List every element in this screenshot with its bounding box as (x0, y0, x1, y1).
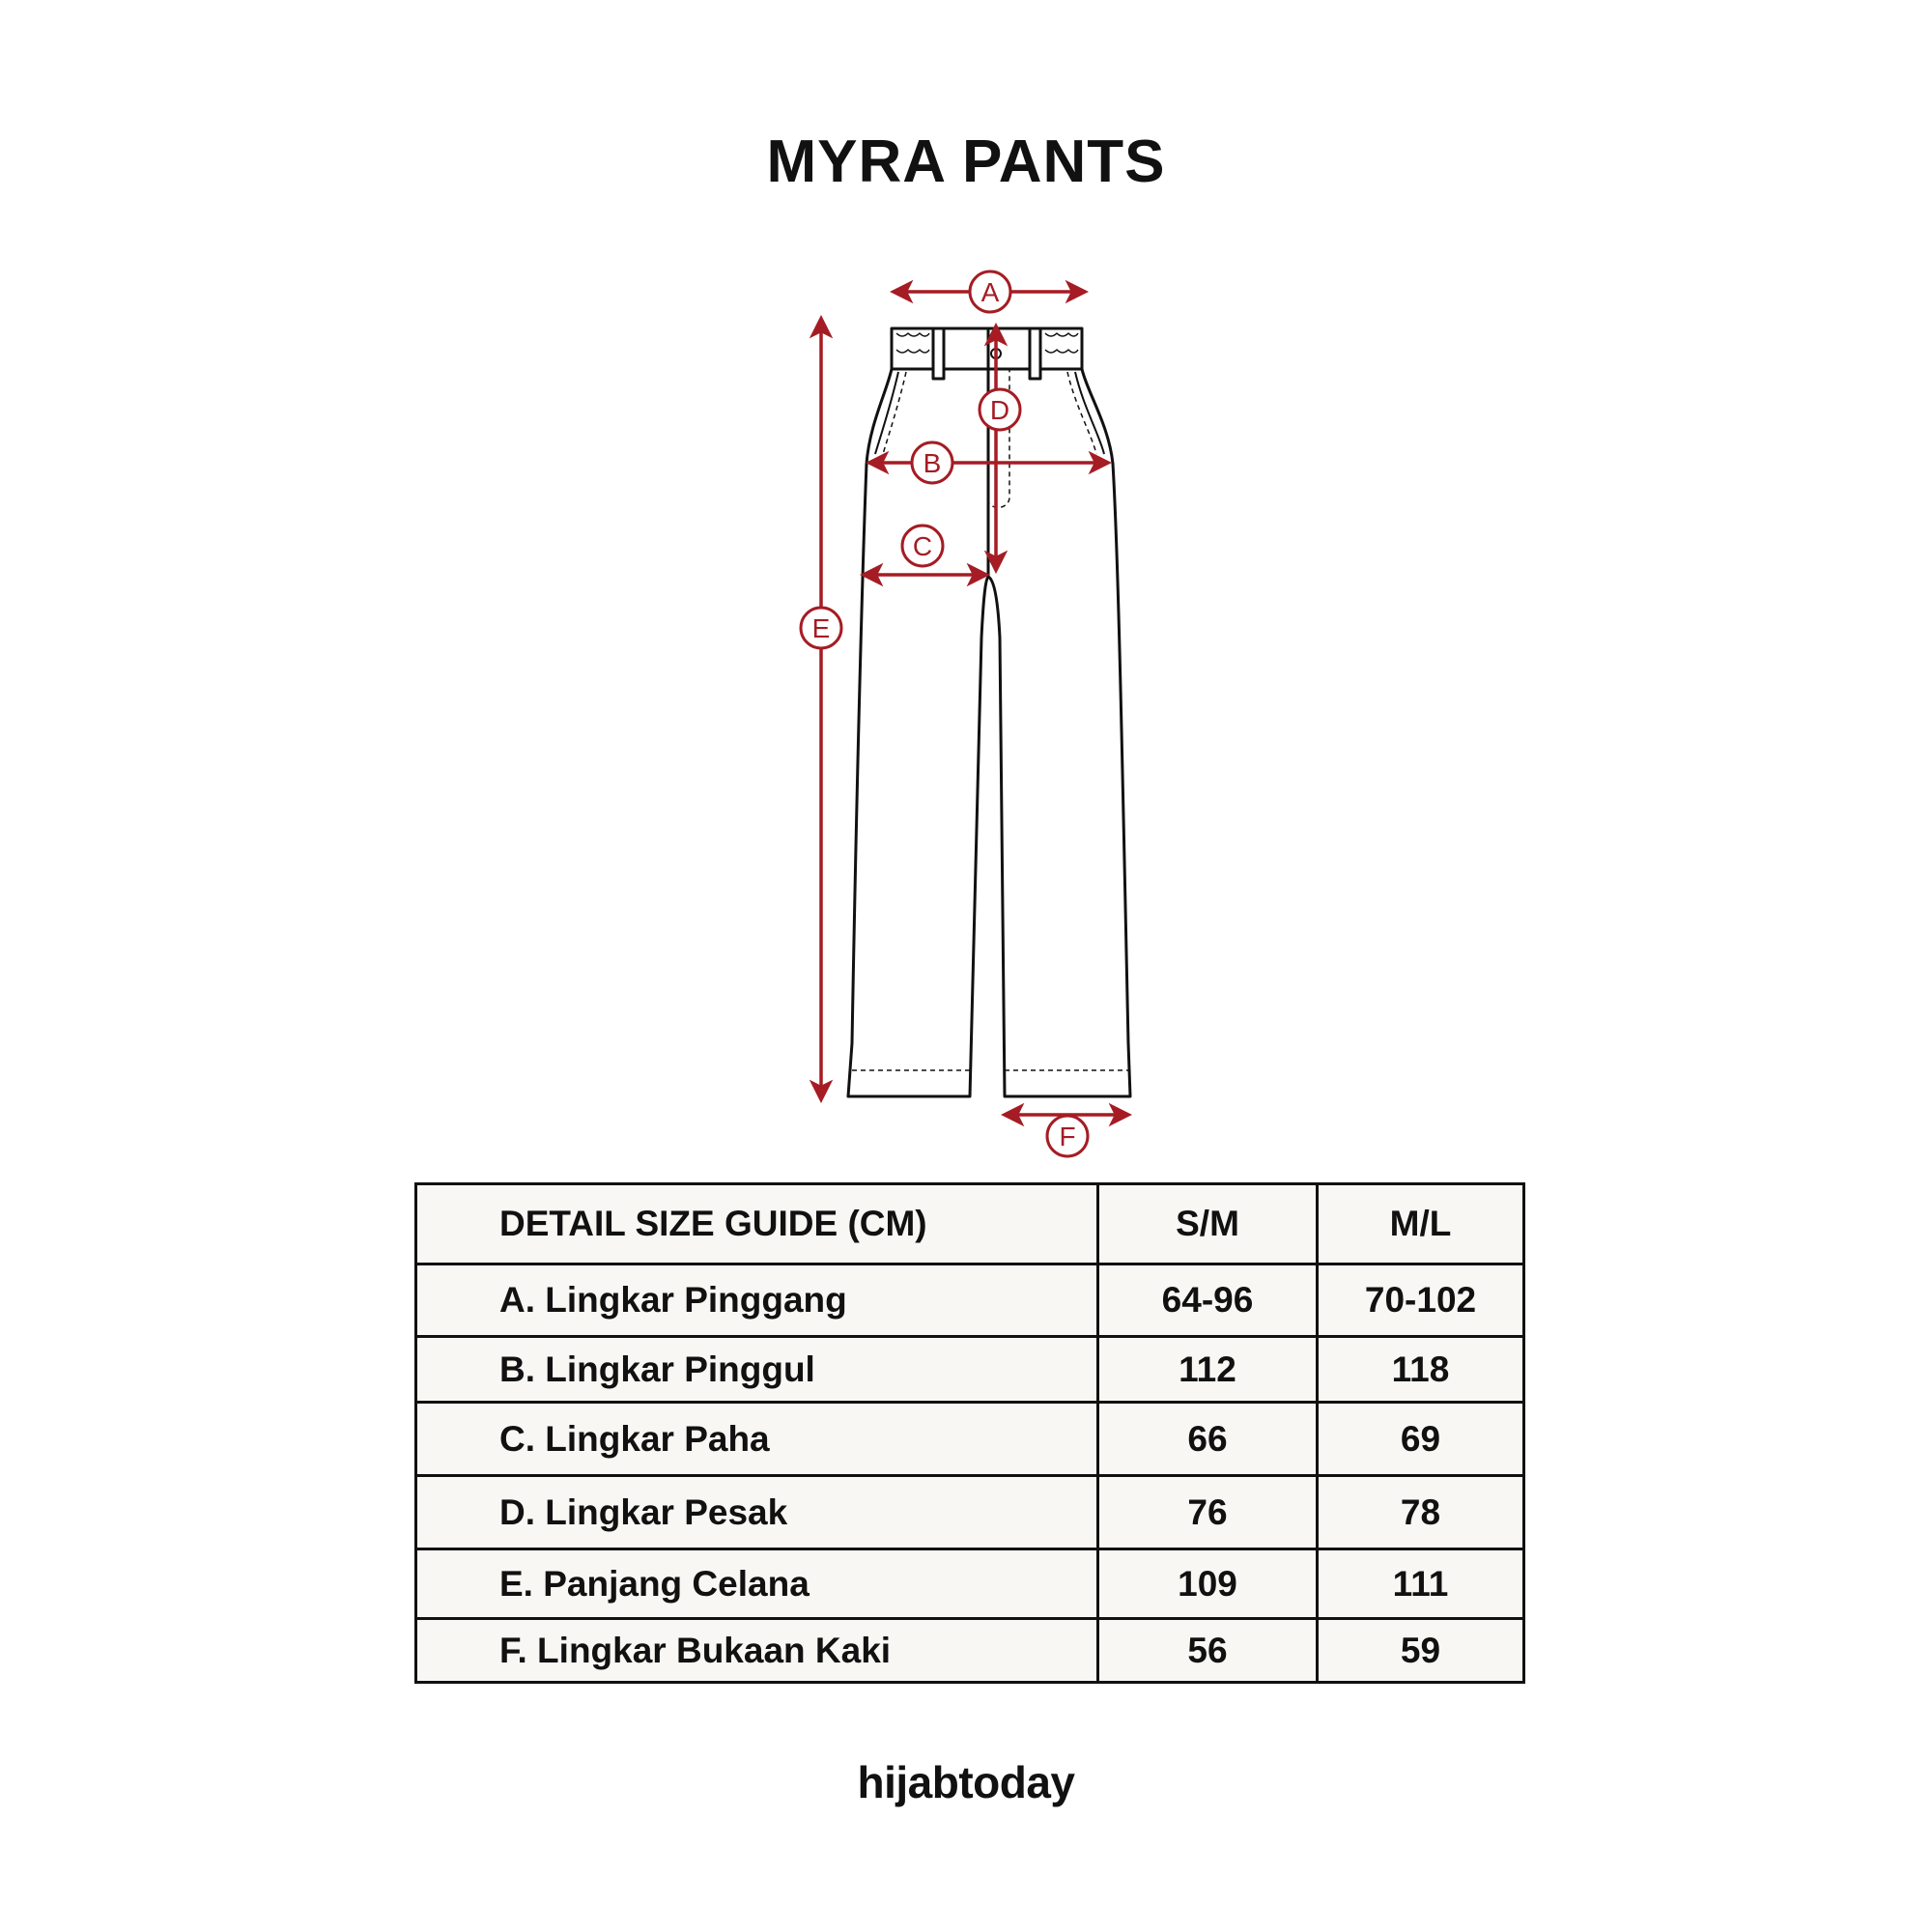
marker-b: B (923, 448, 942, 478)
row-label: D. Lingkar Pesak (416, 1476, 1098, 1549)
table-row (416, 1549, 1524, 1619)
row-label: C. Lingkar Paha (416, 1403, 1098, 1476)
row-sm: 112 (1098, 1337, 1318, 1403)
row-ml: 78 (1318, 1476, 1524, 1549)
row-ml: 111 (1318, 1549, 1524, 1619)
row-sm: 109 (1098, 1549, 1318, 1619)
marker-a: A (980, 277, 1000, 307)
header-detail: DETAIL SIZE GUIDE (CM) (416, 1184, 1098, 1264)
row-sm: 76 (1098, 1476, 1318, 1549)
row-ml: 118 (1318, 1337, 1524, 1403)
size-guide-table (414, 1182, 1525, 1684)
row-label: E. Panjang Celana (416, 1549, 1098, 1619)
row-sm: 66 (1098, 1403, 1318, 1476)
pants-outline (848, 328, 1130, 1096)
table-header-row (416, 1184, 1524, 1264)
row-ml: 59 (1318, 1619, 1524, 1683)
row-ml: 69 (1318, 1403, 1524, 1476)
row-sm: 64-96 (1098, 1264, 1318, 1337)
row-ml: 70-102 (1318, 1264, 1524, 1337)
table-row (416, 1403, 1524, 1476)
table-row (416, 1619, 1524, 1683)
table-row (416, 1337, 1524, 1403)
row-label: B. Lingkar Pinggul (416, 1337, 1098, 1403)
table-row (416, 1264, 1524, 1337)
brand-logo: hijabtoday (857, 1757, 1075, 1807)
marker-e: E (811, 613, 831, 643)
marker-c: C (912, 531, 933, 561)
marker-f: F (1059, 1122, 1076, 1151)
row-sm: 56 (1098, 1619, 1318, 1683)
page-title: MYRA PANTS (766, 128, 1166, 195)
table-row (416, 1476, 1524, 1549)
row-label: A. Lingkar Pinggang (416, 1264, 1098, 1337)
header-ml: M/L (1318, 1184, 1524, 1264)
marker-d: D (989, 395, 1010, 425)
header-sm: S/M (1098, 1184, 1318, 1264)
row-label: F. Lingkar Bukaan Kaki (416, 1619, 1098, 1683)
